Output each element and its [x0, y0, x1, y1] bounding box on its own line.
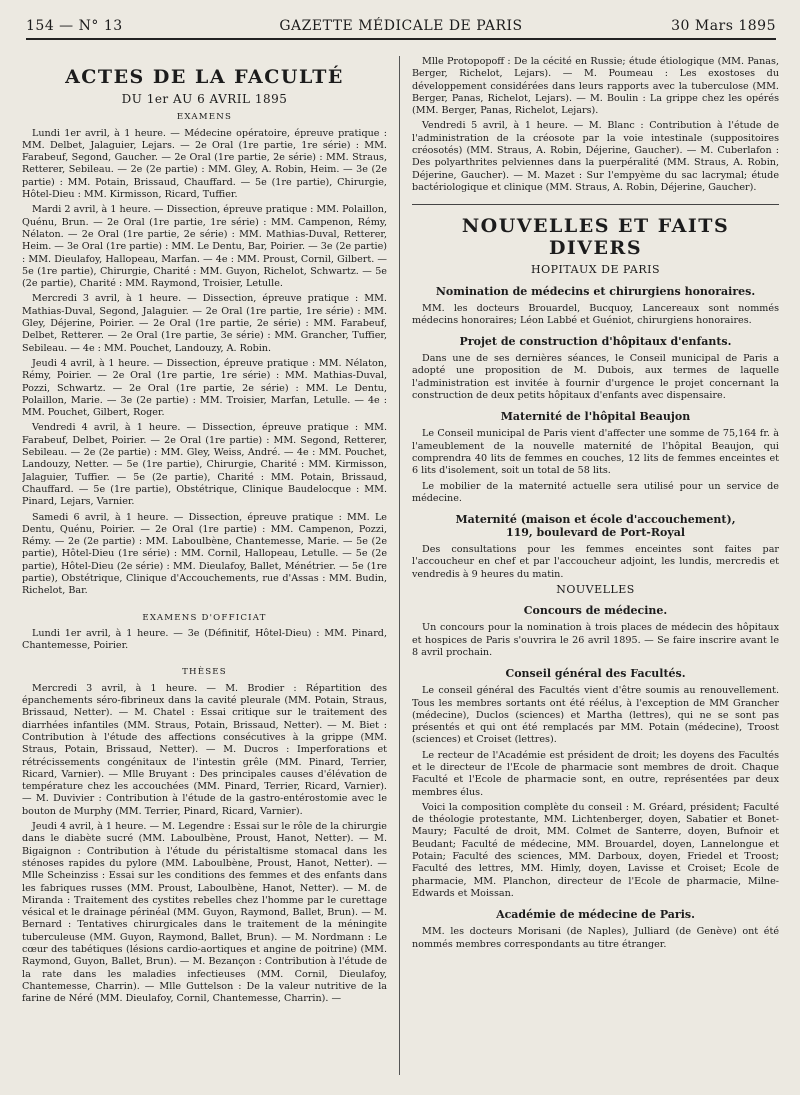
conseil-text: Voici la composition complète du conseil : M. Gréard, président; Faculté de théologie protestante, MM. Lichtenberger, doyen, Sabatier et Bonet-Maury; Faculté de droit, MM. Colmet de Santerre, doyen, Bufnoir et Beudant; Faculté de médecine, MM. Brouardel, doyen, Lannelongue et Potain; Faculté des sciences, MM. Darboux, doyen, Friedel et Troost; Faculté des lettres, MM. Himly, doyen, Lavisse et Croiset; Ecole de pharmacie, MM. Planchon, directeur de l'Ecole de pharmacie, Milne-Edwards et Moissan. — [412, 801, 779, 899]
beaujon-heading: Maternité de l'hôpital Beaujon — [500, 410, 691, 424]
exam-day-paragraph: Vendredi 4 avril, à 1 heure. — Dissection, épreuve pratique : MM. Farabeuf, Delbet, Poirier. — 2e Oral (1re partie) : MM. Segond, Retterer, Sebileau. — 2e (2e partie) : MM. Gley, Weiss, André. — 4e : MM. Pouchet, Landouzy, Netter. — 5e (1re partie), Chirurgie, Charité : MM. Kirmisson, Jalaguier, Tuffier. — 5e (2e partie), Charité : MM. Potain, Brissaud, Chauffard. — 5e (1re partie), Obstétrique, Clinique Baudelocque : MM. Pinard, Lejars, Varnier. — [22, 422, 387, 508]
theses-paragraph: Jeudi 4 avril, à 1 heure. — M. Legendre : Essai sur le rôle de la chirurgie dans le diabète sucré (MM. Laboulbène, Proust, Hanot, Netter). — M. Bigaignon : Contribution à l'étude du péristaltisme stomacal dans les sténoses rapides du pylore (MM. Laboulbène, Proust, Hanot, Netter). — Mlle Scheinziss : Essai sur les conditions des femmes et des enfants dans les fabriques russes (MM. Proust, Laboulbène, Hanot, Netter). — M. de Miranda : Traitement des cystites rebelles chez l'homme par le curettage vésical et le drainage périnéal (MM. Guyon, Raymond, Ballet, Brun). — M. Bernard : Tentatives chirurgicales dans le traitement de la méningite tuberculeuse (MM. Guyon, Raymond, Ballet, Brun). — M. Nordmann : Le cœur des tabétiques (lésions cardio-aortiques et angine de poitrine) (MM. Raymond, Guyon, Ballet, Brun). — M. Bezançon : Contribution à l'étude de la rate dans les maladies infectieuses (MM. Cornil, Dieulafoy, Chantemesse, Charrin). — Mlle Guttelson : De la valeur nutritive de la farine de Néré (MM. Dieulafoy, Cornil, Chantemesse, Charrin). — — [22, 821, 387, 1005]
port-royal-heading — [412, 513, 779, 539]
port-royal-heading-line2: 119, boulevard de Port-Royal — [505, 526, 686, 540]
theses-continuation: Vendredi 5 avril, à 1 heure. — M. Blanc : Contribution à l'étude de l'administration de la créosote par la voie intestinale (suppositoires créosotés) (MM. Straus, A. Robin, Déjerine, Gaucher). — M. Cuberlafon : Des polyarthrites pelviennes dans la puerpéralité (MM. Straus, A. Robin, Déjerine, Gaucher). — M. Mazet : Sur l'empyème du sac lacrymal; étude bactériologique et clinique (MM. Straus, A. Robin, Déjerine, Gaucher). — [412, 120, 779, 193]
exams-heading: EXAMENS — [176, 112, 233, 123]
page-number: 154 — N° 13 — [26, 18, 123, 34]
academie-heading: Académie de médecine de Paris. — [496, 908, 695, 922]
conseil-heading: Conseil général des Facultés. — [505, 667, 686, 681]
port-royal-text: Des consultations pour les femmes enceintes sont faites par l'accoucheur en chef et par l'accoucheur adjoint, les lundis, mercredis et vendredis à 9 heures du matin. — [412, 544, 779, 580]
hopitaux-heading: HOPITAUX DE PARIS — [531, 263, 660, 277]
exam-day-paragraph: Mercredi 3 avril, à 1 heure. — Dissection, épreuve pratique : MM. Mathias-Duval, Segond, Jalaguier. — 2e Oral (1re partie, 1re série) : MM. Gley, Déjerine, Poirier. — 2e Oral (1re partie, 2e série) : MM. Farabeuf, Delbet, Retterer. — 2e Oral (1re partie, 3e série) : MM. Grancher, Tuffier, Sebileau. — 4e : MM. Pouchet, Landouzy, A. Robin. — [22, 293, 387, 354]
exam-day-paragraph: Samedi 6 avril, à 1 heure. — Dissection, épreuve pratique : MM. Le Dentu, Quénu, Poirier. — 2e Oral (1re partie) : MM. Campenon, Pozzi, Rémy. — 2e (2e partie) : MM. Laboulbène, Chantemesse, Marie. — 5e (2e partie), Hôtel-Dieu (1re série) : MM. Cornil, Hallopeau, Letulle. — 5e (2e partie), Hôtel-Dieu (2e série) : MM. Dieulafoy, Ballet, Ménétrier. — 5e (1re partie), Obstétrique, Clinique d'Accouchements, rue d'Assas : MM. Budin, Richelot, Bar. — [22, 511, 387, 597]
exam-day-paragraph: Mardi 2 avril, à 1 heure. — Dissection, épreuve pratique : MM. Polaillon, Quénu, Brun. — 2e Oral (1re partie, 1re série) : MM. Campenon, Rémy, Nélaton. — 2e Oral (1re partie, 2e série) : MM. Mathias-Duval, Retterer, Heim. — 3e Oral (1re partie) : MM. Le Dentu, Bar, Poirier. — 3e (2e partie) : MM. Dieulafoy, Hallopeau, Marfan. — 4e : MM. Proust, Cornil, Gilbert. — 5e (1re partie), Chirurgie, Charité : MM. Guyon, Richelot, Schwartz. — 5e (2e partie), Charité : MM. Raymond, Troisier, Letulle. — [22, 204, 387, 290]
right-column — [412, 56, 779, 1075]
faculty-subtitle: DU 1er AU 6 AVRIL 1895 — [121, 92, 288, 106]
concours-heading: Concours de médecine. — [523, 604, 668, 618]
theses-paragraph: Mercredi 3 avril, à 1 heure. — M. Brodier : Répartition des épanchements séro-fibrineux dans la cavité pleurale (MM. Potain, Straus, Brissaud, Netter). — M. Chatel : Essai critique sur le traitement des diarrhées infantiles (MM. Straus, Potain, Brissaud, Netter). — M. Biet : Contribution à l'étude des affections consécutives à la grippe (MM. Straus, Potain, Brissaud, Netter). — M. Ducros : Imperforations et rétrécissements congénitaux de l'intestin grêle (MM. Pinard, Terrier, Ricard, Varnier). — Mlle Bruyant : Des principales causes d'élévation de température chez les accouchées (MM. Pinard, Terrier, Ricard, Varnier). — M. Duvivier : Contribution à l'étude de la gastro-entérostomie avec le bouton de Murphy (MM. Terrier, Pinard, Ricard, Varnier). — [22, 682, 387, 817]
beaujon-text: Le Conseil municipal de Paris vient d'affecter une somme de 75,164 fr. à l'ameublement de la nouvelle maternité de l'hôpital Beaujon, qui comprendra 40 lits de femmes en couches, 12 lits de femmes enceintes et 6 lits d'isolement, soit un total de 58 lits. — [412, 428, 779, 477]
exam-day-paragraph: Lundi 1er avril, à 1 heure. — Médecine opératoire, épreuve pratique : MM. Delbet, Jalaguier, Lejars. — 2e Oral (1re partie, 1re série) : MM. Farabeuf, Segond, Gaucher. — 2e Oral (1re partie, 2e série) : MM. Straus, Retterer, Sebileau. — 2e (2e partie) : MM. Gley, A. Robin, Heim. — 3e (2e partie) : MM. Potain, Brissaud, Chauffard. — 5e (1re partie), Chirurgie, Hôtel-Dieu : MM. Kirmisson, Ricard, Tuffier. — [22, 127, 387, 201]
issue-date: 30 Mars 1895 — [671, 18, 776, 34]
officiat-paragraph: Lundi 1er avril, à 1 heure. — 3e (Définitif, Hôtel-Dieu) : MM. Pinard, Chantemesse, Poirier. — [22, 627, 387, 652]
projet-text: Dans une de ses dernières séances, le Conseil municipal de Paris a adopté une proposition de M. Dubois, aux termes de laquelle l'administration est invitée à fournir d'urgence le projet concernant la construction de deux petits hôpitaux d'enfants avec dispensaire. — [412, 353, 779, 402]
concours-text: Un concours pour la nomination à trois places de médecin des hôpitaux et hospices de Paris s'ouvrira le 26 avril 1895. — Se faire inscrire avant le 8 avril prochain. — [412, 622, 779, 658]
projet-heading: Projet de construction d'hôpitaux d'enfants. — [459, 335, 732, 349]
column-divider — [399, 56, 400, 1075]
beaujon-text-2: Le mobilier de la maternité actuelle sera utilisé pour un service de médecine. — [412, 480, 779, 504]
conseil-text: Le conseil général des Facultés vient d'être soumis au renouvellement. Tous les membres sortants ont été réélus, à l'exception de MM Grancher (médecine), Duclos (sciences) et Martha (lettres), qui ne se sont pas présentés et qui ont été remplacés par MM. Potain (médecine), Troost (sciences) et Croiset (lettres). — [412, 685, 779, 746]
page-header — [26, 12, 776, 40]
conseil-text: Le recteur de l'Académie est président de droit; les doyens des Facultés et le directeur de l'Ecole de pharmacie sont membres de droit. Chaque Faculté et l'Ecole de pharmacie sont, en outre, représentées par deux membres élus. — [412, 749, 779, 798]
nouvelles-heading: NOUVELLES — [556, 583, 635, 597]
journal-title: GAZETTE MÉDICALE DE PARIS — [279, 18, 523, 34]
nomination-text: MM. les docteurs Brouardel, Bucquoy, Lancereaux sont nommés médecins honoraires; Léon Labbé et Guéniot, chirurgiens honoraires. — [412, 302, 779, 326]
section-rule — [412, 204, 779, 205]
news-title: NOUVELLES ET FAITS DIVERS — [461, 215, 730, 260]
faculty-title: ACTES DE LA FACULTÉ — [65, 66, 344, 88]
officiat-heading: EXAMENS D'OFFICIAT — [142, 612, 267, 623]
port-royal-heading-line1: Maternité (maison et école d'accouchement), — [455, 513, 736, 527]
nomination-heading: Nomination de médecins et chirurgiens honoraires. — [435, 284, 756, 298]
theses-continuation: Mlle Protopopoff : De la cécité en Russie; étude étiologique (MM. Panas, Berger, Richelot, Lejars). — M. Poumeau : Les exostoses du développement considérées dans leurs rapports avec la tuberculose (MM. Berger, Panas, Richelot, Lejars). — M. Boulin : La grippe chez les opérés (MM. Berger, Panas, Richelot, Lejars). — [412, 56, 779, 117]
exam-day-paragraph: Jeudi 4 avril, à 1 heure. — Dissection, épreuve pratique : MM. Nélaton, Rémy, Poirier. — 2e Oral (1re partie, 1re série) : MM. Mathias-Duval, Pozzi, Schwartz. — 2e Oral (1re partie, 2e série) : MM. Le Dentu, Polaillon, Marie. — 3e (2e partie) : MM. Troisier, Marfan, Letulle. — 4e : MM. Pouchet, Gilbert, Roger. — [22, 357, 387, 419]
left-column — [22, 56, 387, 1075]
academie-text: MM. les docteurs Morisani (de Naples), Julliard (de Genève) ont été nommés membres correspondants au titre étranger. — [412, 926, 779, 950]
theses-heading: THÈSES — [182, 667, 227, 678]
